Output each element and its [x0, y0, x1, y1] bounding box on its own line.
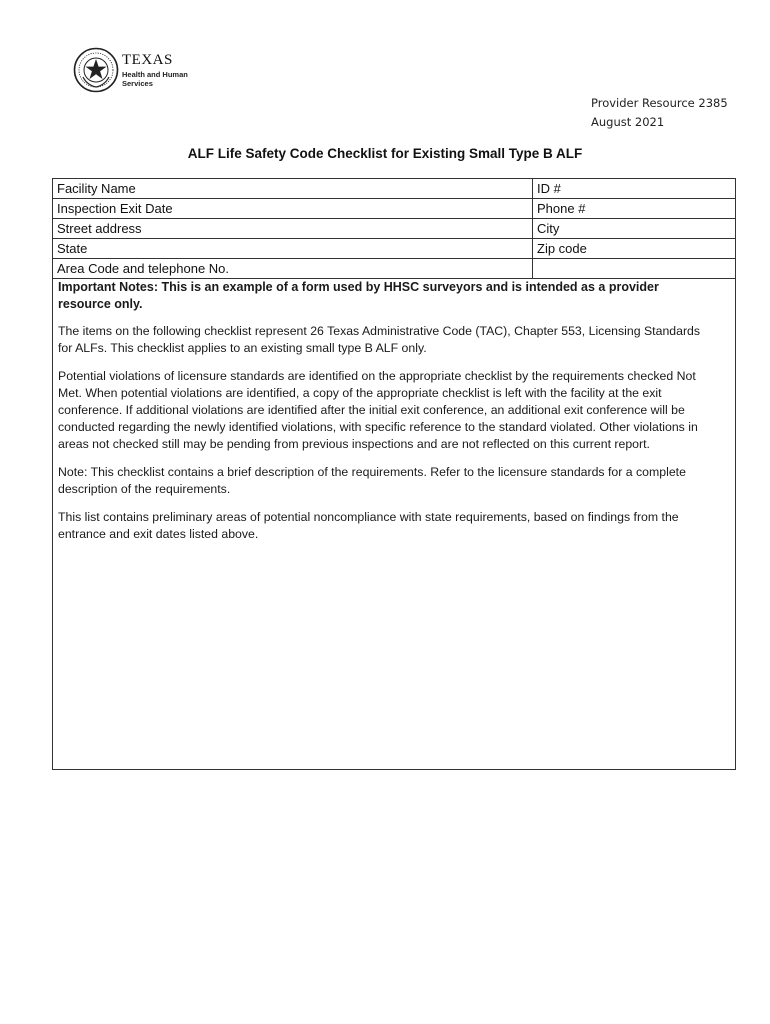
- important-note: Important Notes: This is an example of a form used by HHSC surveyors and is intended as a provider resource only.: [58, 280, 659, 311]
- note-paragraph: The items on the following checklist represent 26 Texas Administrative Code (TAC), Chapter 553, Licensing Standards for ALFs. This checklist applies to an existing small type B ALF only.: [58, 324, 701, 355]
- facility-name-field[interactable]: Facility Name: [53, 179, 533, 198]
- hhsc-logo: [73, 47, 203, 95]
- note-paragraph: Potential violations of licensure standards are identified on the appropriate checklist by the requirements checked Not Met. When potential violations are identified, a copy of the appropriate checklist is left with the facility at the exit conference. If additional violations are identified after the initial exit conference, an additional exit conference will be conducted regarding the newly identified violations, with specific reference to the standard violated. Other violations in areas not checked still may be pending from previous inspections and are not reflected on this current report.: [58, 369, 698, 451]
- form-row: [53, 199, 735, 219]
- street-address-field[interactable]: Street address: [53, 219, 533, 238]
- form-row: [53, 179, 735, 199]
- id-field[interactable]: ID #: [537, 181, 561, 196]
- logo-subtitle-2: Services: [122, 79, 153, 88]
- empty-field[interactable]: [533, 259, 735, 278]
- texas-seal-icon: [73, 47, 119, 93]
- city-field[interactable]: City: [537, 221, 560, 236]
- phone-field[interactable]: Phone #: [537, 201, 586, 216]
- notes-section: [53, 279, 735, 554]
- document-meta: [591, 94, 728, 132]
- state-field[interactable]: State: [53, 239, 533, 258]
- form-row: [53, 259, 735, 279]
- page-title: ALF Life Safety Code Checklist for Existing Small Type B ALF: [187, 146, 583, 161]
- resource-id: Provider Resource 2385: [591, 96, 728, 110]
- form-row: [53, 219, 735, 239]
- area-code-telephone-field[interactable]: Area Code and telephone No.: [53, 259, 533, 278]
- zip-code-field[interactable]: Zip code: [537, 241, 587, 256]
- form-row: [53, 239, 735, 259]
- logo-subtitle-1: Health and Human: [122, 70, 188, 79]
- inspection-exit-date-field[interactable]: Inspection Exit Date: [53, 199, 533, 218]
- form-table: [52, 178, 736, 770]
- logo-name: TEXAS: [122, 52, 173, 68]
- document-date: August 2021: [591, 115, 665, 129]
- note-paragraph: This list contains preliminary areas of potential noncompliance with state requirements, based on findings from the entrance and exit dates listed above.: [58, 510, 679, 541]
- note-paragraph: Note: This checklist contains a brief description of the requirements. Refer to the licensure standards for a complete description of the requirements.: [58, 465, 686, 496]
